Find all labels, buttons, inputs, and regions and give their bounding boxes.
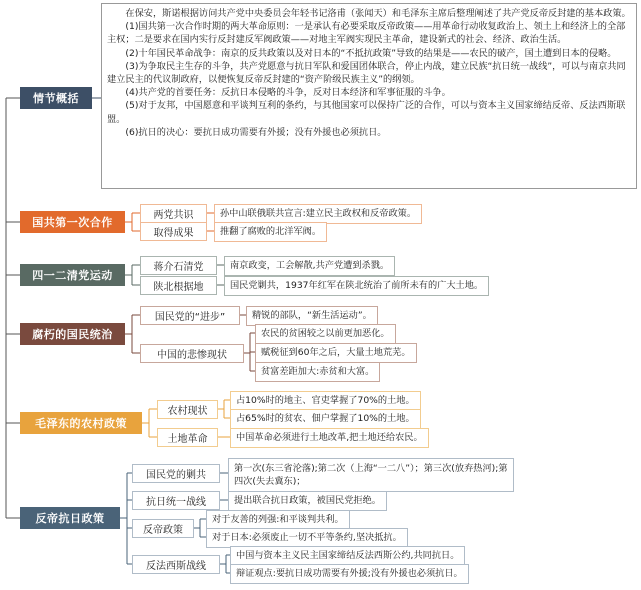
intro-paragraph: (3)为争取民主生存的斗争，共产党愿意与抗日军队和爱国团体联合，停止内战，建立民族“抗日统一战线”，可以与南京共同建立民主的代议制政府，以便恢复反帝反封建的“资产阶级民族主义”的纲领。 — [107, 60, 626, 86]
sub-node: 抗日统一战线 — [132, 491, 220, 510]
node-decaying-rule: 腐朽的国民统治 — [20, 323, 125, 345]
node-anti-japan-policy: 反帝抗日政策 — [20, 507, 120, 529]
intro-paragraph: (1)国共第一次合作时期的两大革命原则：一是承认有必要采取反帝政策——用革命行动收复政治上、领土上和经济上的全部主权；二是要求在国内实行反封建反军阀政策——对地主军阀实现民主革命，建设新式的社会、经济、政治生活。 — [107, 21, 626, 46]
intro-paragraph: 在保安，斯诺根据访问共产党中央委员会年轻书记洛甫（张闻天）和毛泽东主席后整理阐述了共产党反帝反封建的基本政策。 — [125, 8, 631, 19]
sub-node: 陕北根据地 — [140, 276, 217, 295]
node-rural-policy: 毛泽东的农村政策 — [20, 412, 142, 434]
intro-paragraph: (2)十年国民革命战争：南京的反共政策以及对日本的“不抵抗政策”导致的结果是——农民的破产，国土遭到日本的侵略。 — [125, 47, 617, 59]
leaf-node: 中国革命必须进行土地改革,把土地还给农民。 — [230, 428, 429, 448]
leaf-node: 中国与资本主义民主国家缔结反法西斯公约,共同抗日。 — [230, 546, 465, 566]
sub-node: 国民党的“进步” — [140, 306, 240, 325]
sub-node: 反帝政策 — [132, 519, 194, 538]
leaf-node: 辩证观点:要抗日成功需要有外援;没有外援也必须抗日。 — [230, 564, 469, 584]
leaf-node: 贫富差距加大:赤贫和大富。 — [255, 362, 380, 382]
leaf-node: 精锐的部队，“新生活运动”。 — [246, 306, 378, 326]
intro-paragraph: (6)抗日的决心：要抗日成功需要有外援；没有外援也必须抗日。 — [125, 126, 387, 138]
sub-node: 土地革命 — [157, 428, 218, 447]
sub-node: 反法西斯战线 — [132, 555, 220, 574]
leaf-node: 对于日本:必须废止一切不平等条约,坚决抵抗。 — [206, 528, 408, 548]
leaf-node: 推翻了腐败的北洋军阀。 — [214, 222, 327, 242]
leaf-node: 国民党剿共，1937年红军在陕北统治了前所未有的广大土地。 — [224, 276, 489, 296]
sub-node: 农村现状 — [157, 400, 218, 419]
sub-node: 中国的悲惨现状 — [140, 344, 244, 363]
node-first-cooperation: 国共第一次合作 — [20, 211, 125, 233]
sub-node: 蒋介石清党 — [140, 256, 217, 275]
leaf-node: 赋税征到60年之后，大量土地荒芜。 — [255, 343, 417, 363]
intro-paragraph: (5)对于友邦，中国愿意和平谈判互利的条约，与其他国家可以保持广泛的合作，可以与资本主义国家缔结反帝、反法西斯联盟。 — [107, 100, 626, 125]
node-plot-summary: 情节概括 — [20, 87, 92, 109]
leaf-node: 占10%时的地主、官吏掌握了70%的土地。 — [230, 391, 421, 411]
leaf-node: 提出联合抗日政策，被国民党拒绝。 — [228, 491, 387, 511]
intro-summary-box — [101, 3, 637, 189]
leaf-node: 孙中山联俄联共宣言:建立民主政权和反帝政策。 — [214, 204, 422, 224]
leaf-node: 第一次(东三省沦落);第二次（上海“一二八”）；第三次(放弃热河);第四次(失去冀东)； — [228, 458, 514, 492]
intro-paragraph: (4)共产党的首要任务：反抗日本侵略的斗争，反对日本经济和军事征服的斗争。 — [125, 87, 451, 99]
node-412-purge: 四一二清党运动 — [20, 264, 125, 286]
leaf-node: 占65%时的贫农、佃户掌握了10%的土地。 — [230, 409, 421, 429]
leaf-node: 对于友善的列强:和平谈判共利。 — [206, 510, 350, 530]
leaf-node: 农民的贫困较之以前更加恶化。 — [255, 324, 396, 344]
sub-node: 取得成果 — [140, 222, 207, 241]
sub-node: 国民党的剿共 — [132, 464, 220, 483]
leaf-node: 南京政变，工会解散,共产党遭到杀戮。 — [224, 256, 395, 276]
sub-node: 两党共识 — [140, 204, 207, 223]
